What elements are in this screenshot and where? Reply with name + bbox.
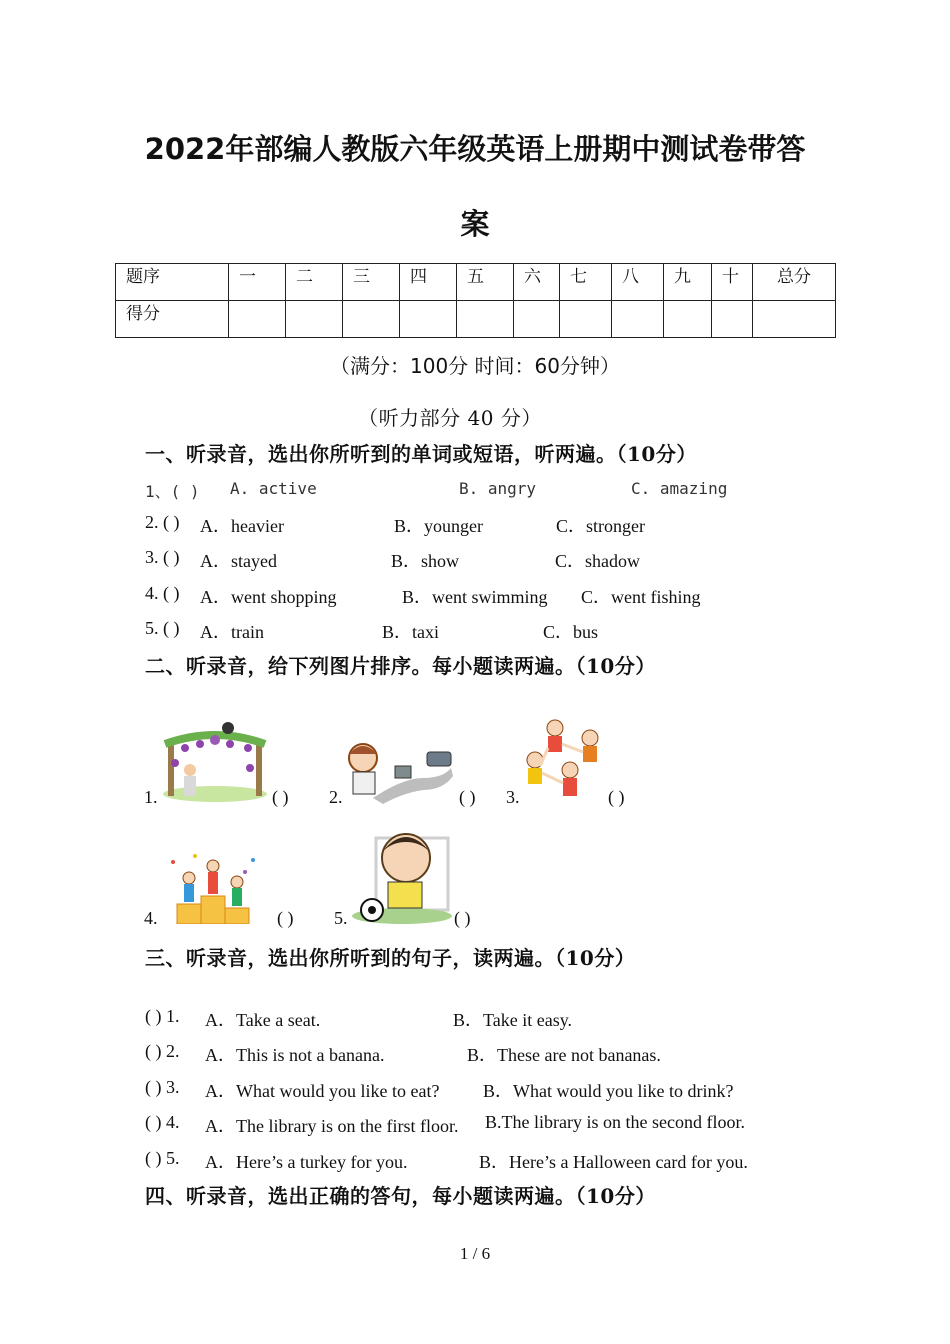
answer-blank[interactable]: ( ) bbox=[459, 787, 476, 807]
table-cell: 二 bbox=[286, 264, 343, 301]
boy-football-picture bbox=[350, 828, 454, 924]
picture-label: 3. bbox=[506, 787, 520, 807]
answer-blank[interactable]: ( ) bbox=[272, 787, 289, 807]
option-b[interactable]: B．taxi bbox=[382, 622, 439, 642]
option-b[interactable]: B．younger bbox=[394, 516, 483, 536]
table-cell: 一 bbox=[229, 264, 286, 301]
page-number: 1 / 6 bbox=[459, 1244, 491, 1263]
question-number[interactable]: 2. ( ) bbox=[145, 512, 180, 532]
table-cell: 三 bbox=[343, 264, 400, 301]
table-cell: 八 bbox=[612, 264, 664, 301]
table-cell: 四 bbox=[400, 264, 457, 301]
picture-label: 2. bbox=[329, 787, 343, 807]
question-number[interactable]: ( ) 2. bbox=[145, 1041, 180, 1061]
picture-label: 1. bbox=[144, 787, 158, 807]
option-a[interactable]: A．The library is on the first floor. bbox=[205, 1116, 459, 1136]
question-number[interactable]: 3. ( ) bbox=[145, 547, 180, 567]
option-c[interactable]: C．went fishing bbox=[581, 587, 701, 607]
option-c[interactable]: C．bus bbox=[543, 622, 599, 642]
option-a[interactable]: A．went shopping bbox=[200, 587, 337, 607]
option-b[interactable]: B．went swimming bbox=[402, 587, 548, 607]
podium-winners-picture bbox=[165, 852, 263, 924]
full-marks-note: （满分：100分 时间：60分钟） bbox=[330, 354, 620, 378]
table-cell: 九 bbox=[664, 264, 712, 301]
score-blank-cell[interactable] bbox=[712, 301, 753, 338]
option-b[interactable]: B．These are not bananas. bbox=[467, 1045, 661, 1065]
option-a[interactable]: A. active bbox=[230, 479, 317, 498]
option-c[interactable]: C. amazing bbox=[631, 479, 728, 498]
boy-toy-car-picture bbox=[343, 738, 455, 806]
answer-blank[interactable]: ( ) bbox=[454, 908, 471, 928]
score-blank-cell[interactable] bbox=[612, 301, 664, 338]
children-dancing-picture bbox=[520, 718, 610, 806]
score-blank-cell[interactable] bbox=[229, 301, 286, 338]
table-cell: 题序 bbox=[116, 264, 229, 301]
question-number[interactable]: 5. ( ) bbox=[145, 618, 180, 638]
listening-part-heading: （听力部分 40 分） bbox=[358, 406, 542, 430]
option-c[interactable]: C．shadow bbox=[555, 551, 640, 571]
option-b[interactable]: B．show bbox=[391, 551, 460, 571]
table-cell: 七 bbox=[560, 264, 612, 301]
section1-heading: 一、听录音，选出你所听到的单词或短语，听两遍。（10分） bbox=[145, 442, 697, 466]
option-a[interactable]: A．What would you like to eat? bbox=[205, 1081, 440, 1101]
grape-arbor-picture bbox=[160, 718, 270, 803]
option-b[interactable]: B.The library is on the second floor. bbox=[485, 1112, 745, 1132]
score-blank-cell[interactable] bbox=[286, 301, 343, 338]
score-table-header-row bbox=[116, 264, 836, 301]
answer-blank[interactable]: ( ) bbox=[608, 787, 625, 807]
question-number[interactable]: ( ) 4. bbox=[145, 1112, 180, 1132]
score-table bbox=[115, 263, 836, 338]
option-a[interactable]: A．stayed bbox=[200, 551, 277, 571]
section2-heading: 二、听录音，给下列图片排序。每小题读两遍。（10分） bbox=[145, 654, 656, 678]
page-title-line1: 2022年部编人教版六年级英语上册期中测试卷带答 bbox=[144, 132, 806, 166]
option-a[interactable]: A．Take a seat. bbox=[205, 1010, 321, 1030]
option-b[interactable]: B．What would you like to drink? bbox=[483, 1081, 734, 1101]
table-cell: 得分 bbox=[116, 301, 229, 338]
score-blank-cell[interactable] bbox=[664, 301, 712, 338]
page-title-line2: 案 bbox=[460, 207, 490, 241]
answer-blank[interactable]: ( ) bbox=[277, 908, 294, 928]
question-number[interactable]: ( ) 5. bbox=[145, 1148, 180, 1168]
option-a[interactable]: A．Here’s a turkey for you. bbox=[205, 1152, 408, 1172]
table-cell: 六 bbox=[514, 264, 560, 301]
question-number[interactable]: ( ) 1. bbox=[145, 1006, 180, 1026]
table-cell: 总分 bbox=[753, 264, 836, 301]
score-blank-cell[interactable] bbox=[753, 301, 836, 338]
score-blank-cell[interactable] bbox=[343, 301, 400, 338]
score-blank-cell[interactable] bbox=[400, 301, 457, 338]
score-blank-cell[interactable] bbox=[560, 301, 612, 338]
picture-label: 5. bbox=[334, 908, 348, 928]
question-number[interactable]: 4. ( ) bbox=[145, 583, 180, 603]
section4-heading: 四、听录音，选出正确的答句，每小题读两遍。（10分） bbox=[145, 1184, 656, 1208]
question-number[interactable]: ( ) 3. bbox=[145, 1077, 180, 1097]
score-blank-cell[interactable] bbox=[457, 301, 514, 338]
option-b[interactable]: B. angry bbox=[459, 479, 537, 498]
section3-heading: 三、听录音，选出你所听到的句子，读两遍。（10分） bbox=[145, 946, 636, 970]
score-table-score-row bbox=[116, 301, 836, 338]
table-cell: 十 bbox=[712, 264, 753, 301]
option-b[interactable]: B．Here’s a Halloween card for you. bbox=[479, 1152, 748, 1172]
question-number[interactable]: 1、( ) bbox=[145, 482, 200, 501]
picture-label: 4. bbox=[144, 908, 158, 928]
score-blank-cell[interactable] bbox=[514, 301, 560, 338]
option-a[interactable]: A．heavier bbox=[200, 516, 284, 536]
option-a[interactable]: A．This is not a banana. bbox=[205, 1045, 385, 1065]
option-b[interactable]: B．Take it easy. bbox=[453, 1010, 573, 1030]
option-c[interactable]: C．stronger bbox=[556, 516, 645, 536]
option-a[interactable]: A．train bbox=[200, 622, 264, 642]
table-cell: 五 bbox=[457, 264, 514, 301]
